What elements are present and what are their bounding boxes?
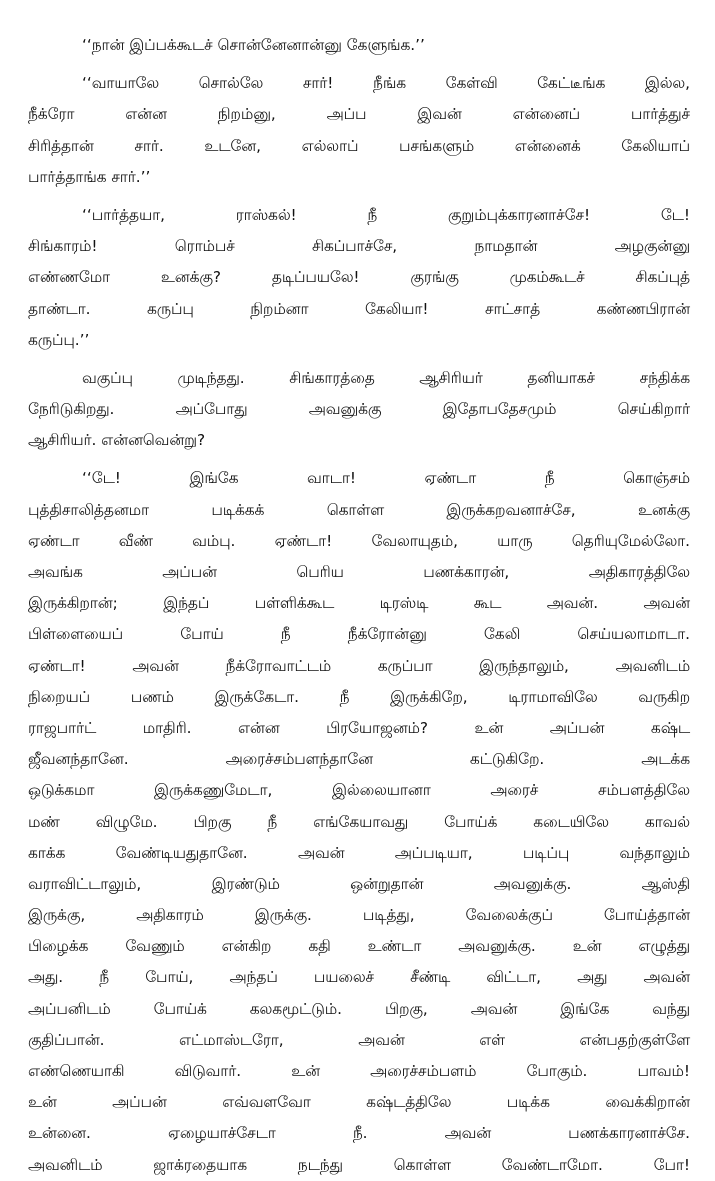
text-line: சிங்காரம்! ரொம்பச் சிகப்பாச்சே, நாமதான் அழகுன்னு: [28, 237, 690, 256]
text-line: அது. நீ போய், அந்தப் பயலைச் சீண்டி விட்டா, அது அவன்: [28, 968, 690, 987]
text-line: எண்ணெயாகி விடுவார். உன் அரைச்சம்பளம் போகும். பாவம்!: [28, 1062, 690, 1080]
document-page: [28, 30, 690, 1174]
text-line: நீக்ரோ என்ன நிறம்னு, அப்ப இவன் என்னைப் பார்த்துச்: [28, 105, 690, 124]
text-line: உன் அப்பன் எவ்வளவோ கஷ்டத்திலே படிக்க வைக்கிறான்: [28, 1093, 690, 1112]
text-line: தாண்டா. கருப்பு நிறம்னா கேலியா! சாட்சாத் கண்ணபிரான்: [28, 299, 690, 318]
paragraph-3: [28, 200, 690, 356]
text-line: ஒடுக்கமா இருக்கணுமேடா, இல்லையானா அரைச் சம்பளத்திலே: [28, 781, 690, 800]
text-line: புத்திசாலித்தனமா படிக்கக் கொள்ள இருக்கறவனாச்சே, உனக்கு: [28, 500, 690, 519]
text-line: சிரித்தான் சார். உடனே, எல்லாப் பசங்களும் என்னைக் கேலியாப்: [28, 136, 690, 155]
text-line: மண் விழுமே. பிறகு நீ எங்கேயாவது போய்க் கடையிலே காவல்: [28, 812, 690, 831]
text-line: வகுப்பு முடிந்தது. சிங்காரத்தை ஆசிரியர் தனியாகச் சந்திக்க: [82, 368, 690, 387]
text-line: ஜீவனந்தானே. அரைச்சம்பளந்தானே கட்டுகிறே. அடக்க: [28, 750, 690, 769]
paragraph-5: [28, 463, 690, 1180]
text-line: குதிப்பான். எட்மாஸ்டரோ, அவன் எள் என்பதற்குள்ளே: [28, 1030, 690, 1049]
paragraph-1: [28, 30, 690, 61]
text-line: ‘‘டே! இங்கே வாடா! ஏண்டா நீ கொஞ்சம்: [82, 469, 690, 488]
text-line: அப்பனிடம் போய்க் கலகமூட்டும். பிறகு, அவன் இங்கே வந்து: [28, 999, 690, 1018]
text-line: அவங்க அப்பன் பெரிய பணக்காரன், அதிகாரத்திலே: [28, 563, 690, 581]
text-line: ‘‘நான் இப்பக்கூடச் சொன்னேனான்னு கேளுங்க.’’: [82, 36, 425, 54]
text-line: ‘‘பார்த்தயா, ராஸ்கல்! நீ குறும்புக்காரனாச்சே! டே!: [82, 205, 690, 224]
text-line: நேரிடுகிறது. அப்போது அவனுக்கு இதோபதேசமும் செய்கிறார்: [28, 400, 690, 419]
text-line: உன்னை. ஏழையாச்சேடா நீ. அவன் பணக்காரனாச்சே.: [28, 1124, 690, 1143]
text-line: பார்த்தாங்க சார்.’’: [28, 167, 151, 186]
text-line: இருக்கிறான்; இந்தப் பள்ளிக்கூட டிரஸ்டி கூட அவன். அவன்: [28, 594, 690, 613]
text-line: நிறையப் பணம் இருக்கேடா. நீ இருக்கிறே, டிராமாவிலே வருகிற: [28, 687, 690, 706]
text-line: ராஜபார்ட் மாதிரி. என்ன பிரயோஜனம்? உன் அப்பன் கஷ்ட: [28, 718, 690, 737]
text-line: காக்க வேண்டியதுதானே. அவன் அப்படியா, படிப்பு வந்தாலும்: [28, 843, 690, 862]
text-line: அவனிடம் ஜாக்ரதையாக நடந்து கொள்ள வேண்டாமோ. போ!: [28, 1155, 690, 1174]
text-line: வராவிட்டாலும், இரண்டும் ஒன்றுதான் அவனுக்கு. ஆஸ்தி: [28, 874, 690, 893]
paragraph-4: [28, 363, 690, 457]
text-line: இருக்கு, அதிகாரம் இருக்கு. படித்து, வேலைக்குப் போய்த்தான்: [28, 906, 690, 925]
paragraph-2: [28, 68, 690, 193]
text-line: ஏண்டா வீண் வம்பு. ஏண்டா! வேலாயுதம், யாரு தெரியுமேல்லோ.: [28, 531, 690, 550]
text-line: பிழைக்க வேணும் என்கிற கதி உண்டா அவனுக்கு. உன் எழுத்து: [28, 937, 690, 956]
text-line: பிள்ளையைப் போய் நீ நீக்ரோன்னு கேலி செய்யலாமாடா.: [28, 625, 690, 644]
text-line: ஆசிரியர். என்னவென்று?: [28, 431, 206, 450]
text-line: எண்ணமோ உனக்கு? தடிப்பயலே! குரங்கு முகம்கூடச் சிகப்புத்: [28, 268, 690, 287]
text-line: ‘‘வாயாலே சொல்லே சார்! நீங்க கேள்வி கேட்டீங்க இல்ல,: [82, 74, 690, 93]
text-line: ஏண்டா! அவன் நீக்ரோவாட்டம் கருப்பா இருந்தாலும், அவனிடம்: [28, 656, 690, 675]
text-line: கருப்பு.’’: [28, 330, 90, 349]
